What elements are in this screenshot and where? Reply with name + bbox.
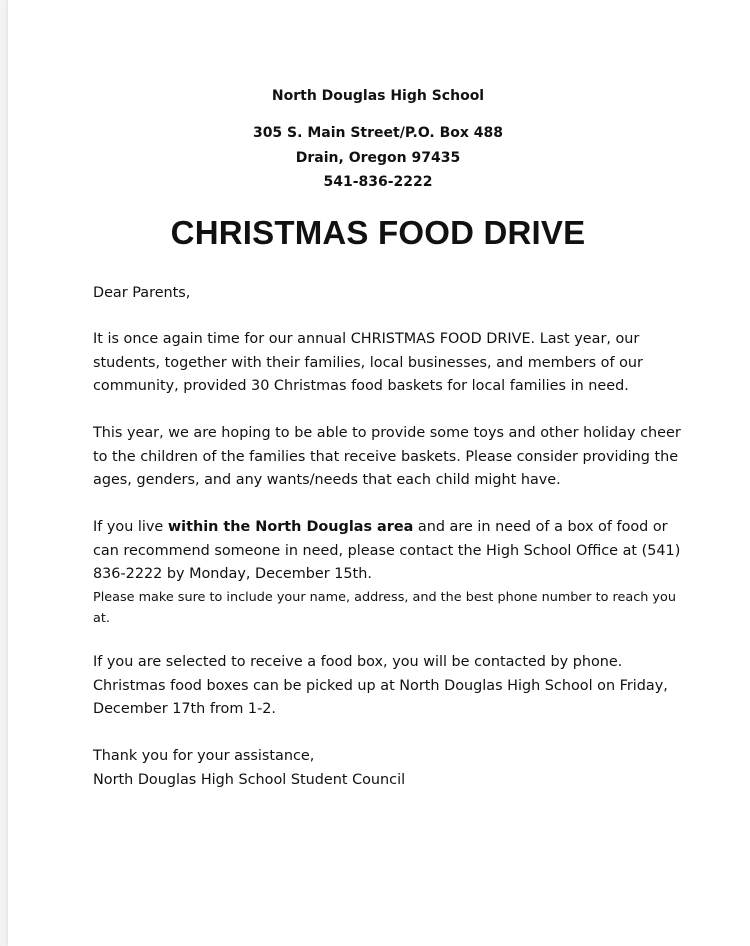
document-page [8, 0, 750, 946]
school-name: North Douglas High School [271, 88, 485, 104]
paragraph-3-suffix: and are in need of a box of food or can recommend someone in need, please contact the High School Office at (541) 836-2222 by Monday, December 15th. [93, 519, 681, 582]
paragraph-3-bold: within the North Douglas area [167, 519, 414, 535]
salutation: Dear Parents, [93, 285, 191, 301]
address-line-2: Drain, Oregon 97435 [295, 150, 461, 166]
paragraph-1: It is once again time for our annual CHRISTMAS FOOD DRIVE. Last year, our students, together with their families, local businesses, and members of our community, provided 30 Christmas food baskets for local families in need. [93, 331, 643, 394]
phone-number: 541-836-2222 [323, 174, 433, 190]
paragraph-3-prefix: If you live [93, 519, 168, 535]
closing-signature: North Douglas High School Student Council [93, 772, 406, 788]
paragraph-3 [93, 516, 683, 587]
paragraph-4: If you are selected to receive a food box, you will be contacted by phone. Christmas food boxes can be picked up at North Douglas High School on Friday, December 17th from 1-2. [93, 654, 668, 717]
address-line-1: 305 S. Main Street/P.O. Box 488 [252, 125, 504, 141]
letter-title: CHRISTMAS FOOD DRIVE [170, 214, 586, 251]
closing-thanks: Thank you for your assistance, [93, 748, 315, 764]
contact-note: Please make sure to include your name, address, and the best phone number to reach you at. [93, 590, 676, 626]
paragraph-2: This year, we are hoping to be able to provide some toys and other holiday cheer to the children of the families that receive baskets. Please consider providing the ages, genders, and any wants/needs that each child might have. [93, 425, 681, 488]
